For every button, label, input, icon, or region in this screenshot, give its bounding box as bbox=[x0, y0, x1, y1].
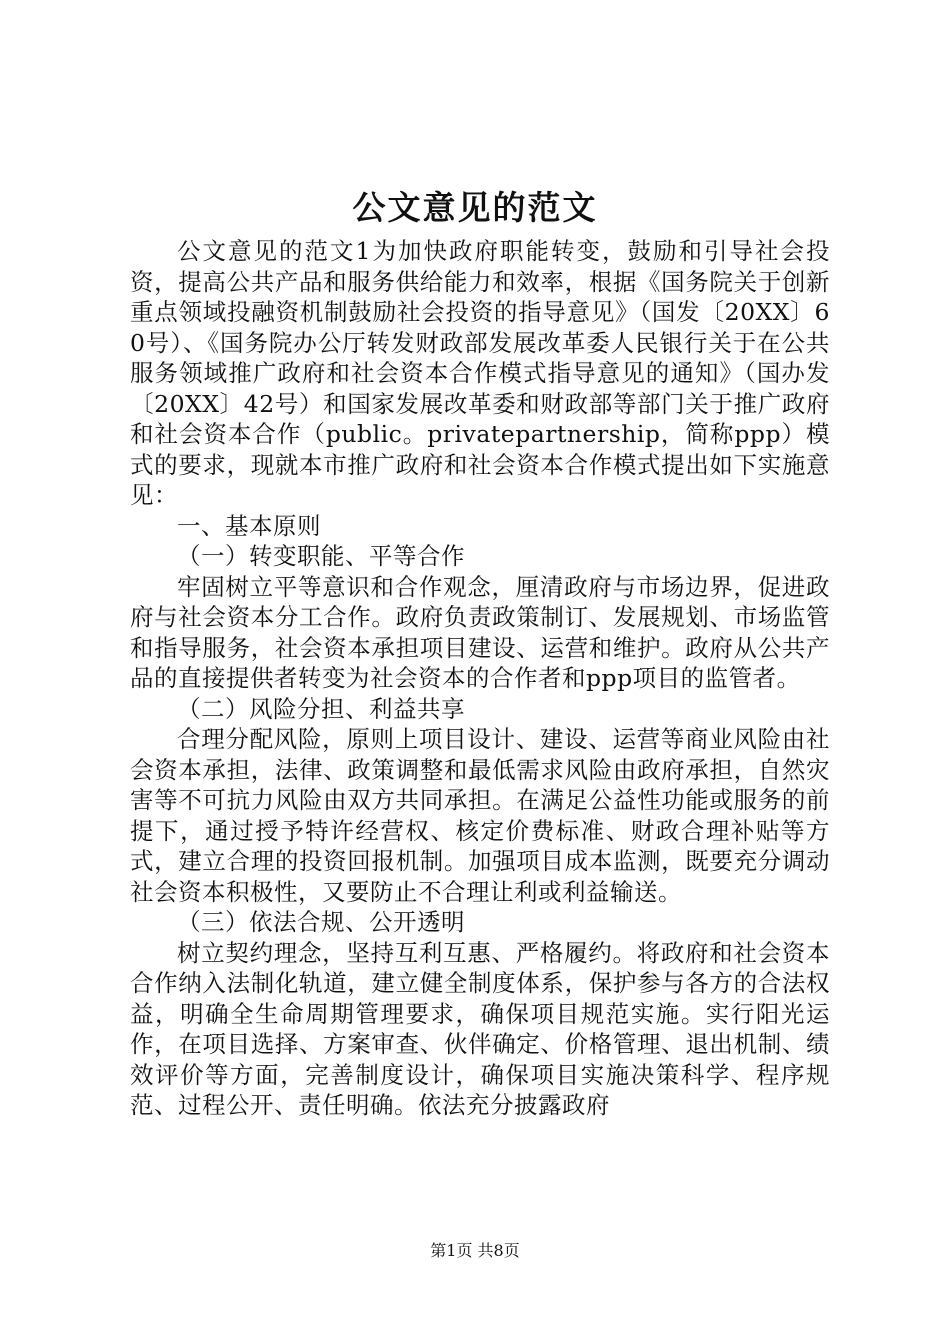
subsection-heading: （二）风险分担、利益共享 bbox=[177, 694, 465, 723]
subsection-heading: （一）转变职能、平等合作 bbox=[177, 542, 465, 570]
subsection-heading: （三）依法合规、公开透明 bbox=[177, 908, 465, 936]
paragraph: 树立契约理念，坚持互利互惠、严格履约。将政府和社会资本合作纳入法制化轨道，建立健全制度体系，保护参与各方的合法权益，明确全生命周期管理要求，确保项目规范实施。实行阳光运作，在项目选择、方案审查、伙伴确定、价格管理、退出机制、绩效评价等方面，完善制度设计，确保项目实施决策科学、程序规范、过程公开、责任明确。依法充分披露政府 bbox=[130, 938, 830, 1119]
paragraph: 牢固树立平等意识和合作观念，厘清政府与市场边界，促进政府与社会资本分工合作。政府负责政策制订、发展规划、市场监管和指导服务，社会资本承担项目建设、运营和维护。政府从公共产品的直接提供者转变为社会资本的合作者和ppp项目的监管者。 bbox=[130, 572, 830, 692]
paragraph: 合理分配风险，原则上项目设计、建设、运营等商业风险由社会资本承担，法律、政策调整和最低需求风险由政府承担，自然灾害等不可抗力风险由双方共同承担。在满足公益性功能或服务的前提下，通过授予特许经营权、核定价费标准、财政合理补贴等方式，建立合理的投资回报机制。加强项目成本监测，既要充分调动社会资本积极性，又要防止不合理让利或利益输送。 bbox=[130, 725, 830, 906]
document-body bbox=[130, 236, 830, 1121]
page-footer: 第1页 共8页 bbox=[430, 1241, 520, 1260]
paragraph: 公文意见的范文1为加快政府职能转变，鼓励和引导社会投资，提高公共产品和服务供给能力和效率，根据《国务院关于创新重点领域投融资机制鼓励社会投资的指导意见》（国发〔20XX〕60号）、《国务院办公厅转发财政部发展改革委人民银行关于在公共服务领域推广政府和社会资本合作模式指导意见的通知》（国办发〔20XX〕42号）和国家发展改革委和财政部等部门关于推广政府和社会资本合作（public。privatepartnership，简称ppp）模式的要求，现就本市推广政府和社会资本合作模式提出如下实施意见： bbox=[130, 237, 830, 509]
page-title: 公文意见的范文 bbox=[352, 188, 598, 227]
section-heading: 一、基本原则 bbox=[177, 511, 321, 540]
